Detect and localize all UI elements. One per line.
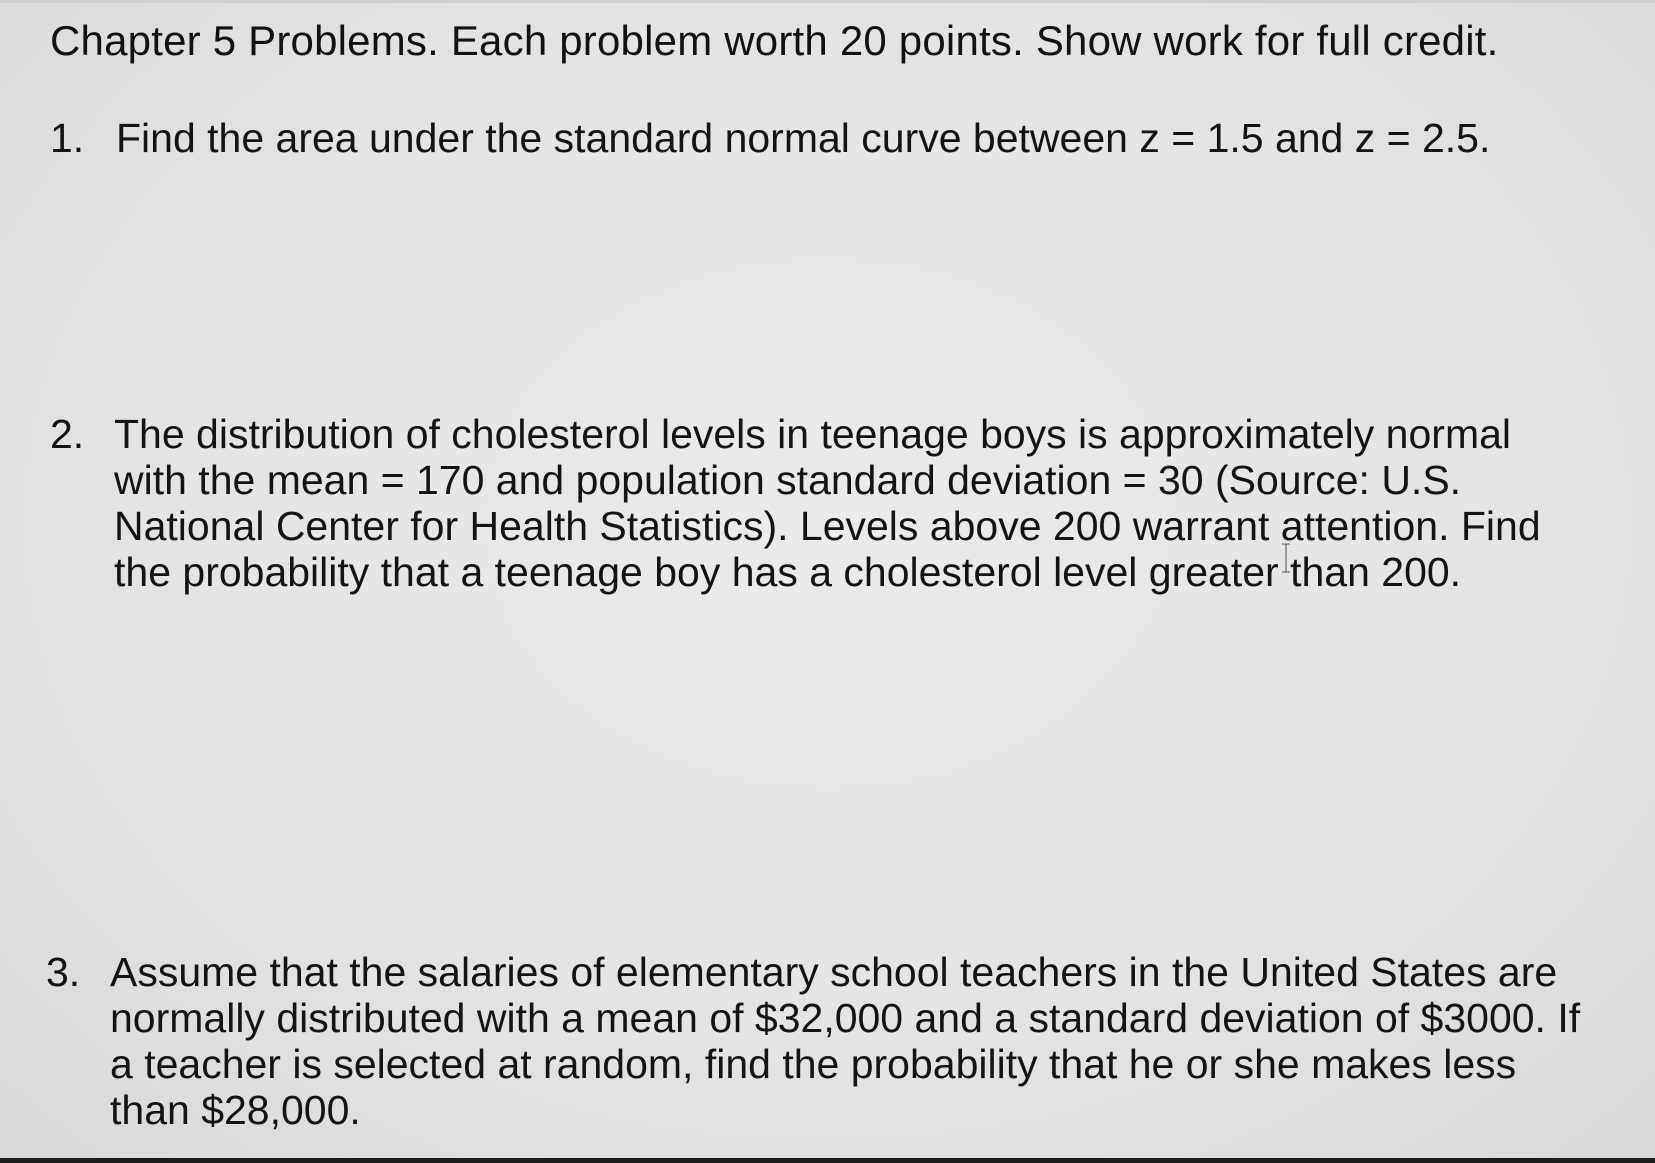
problem-line: The distribution of cholesterol levels in teenage boys is approximately normal — [114, 411, 1512, 457]
problem-line: with the mean = 170 and population standard deviation = 30 (Source: U.S. — [114, 457, 1462, 503]
problem-line: National Center for Health Statistics). Levels above 200 warrant attention. Find — [114, 503, 1541, 549]
problem-text — [116, 115, 1596, 161]
problem-number: 1. — [50, 115, 85, 161]
problem-line: than $28,000. — [110, 1087, 361, 1133]
page-title: Chapter 5 Problems. Each problem worth 20 points. Show work for full credit. — [50, 17, 1499, 64]
text-cursor-icon — [1281, 543, 1291, 573]
problem-text — [114, 411, 1655, 595]
problem-line: a teacher is selected at random, find the probability that he or she makes less — [110, 1041, 1517, 1087]
problem-number: 2. — [50, 411, 85, 457]
problem-line: the probability that a teenage boy has a cholesterol level greater than 200. — [114, 549, 1462, 595]
problem-line: normally distributed with a mean of $32,000 and a standard deviation of $3000. If — [110, 995, 1581, 1041]
problem-line: Assume that the salaries of elementary school teachers in the United States are — [110, 949, 1558, 995]
problem-line: Find the area under the standard normal curve between z = 1.5 and z = 2.5. — [116, 115, 1491, 161]
problem-number: 3. — [46, 949, 81, 995]
problem-text — [110, 949, 1630, 1133]
